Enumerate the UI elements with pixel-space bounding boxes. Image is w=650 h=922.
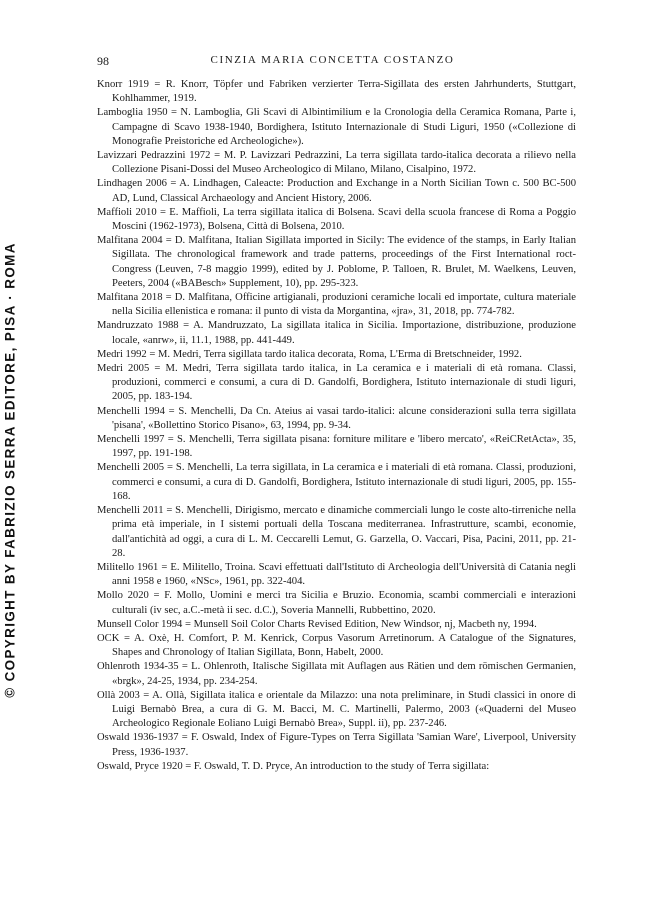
- bibliography-list: [97, 78, 576, 774]
- bibliography-entry: Lavizzari Pedrazzini 1972 = M. P. Lavizzari Pedrazzini, La terra sigillata tardo-italica decorata a rilievo nella Collezione Pisani-Dossi del Museo Archeologico di Milano, Milano, Cisalpino, 1972.: [97, 150, 576, 176]
- bibliography-entry: Militello 1961 = E. Militello, Troina. Scavi effettuati dall'Istituto di Archeologia dell'Università di Catania negli anni 1958 e 1960, «NSc», 1961, pp. 322-404.: [97, 561, 576, 588]
- bibliography-entry: Lindhagen 2006 = A. Lindhagen, Caleacte: Production and Exchange in a North Sicilian Town c. 500 BC-500 AD, Lund, Classical Archaeology and Ancient History, 2006.: [97, 178, 576, 204]
- page-number: 98: [97, 54, 109, 68]
- bibliography-entry: Ollà 2003 = A. Ollà, Sigillata italica e orientale da Milazzo: una nota preliminare, in Studi classici in onore di Luigi Bernabò Brea, a cura di G. M. Bacci, M. C. Martinelli, Palermo, 2003 («Quaderni del Museo Archeologico Regionale Eoliano Luigi Bernabò Brea», Suppl. ii), pp. 237-246.: [97, 689, 576, 730]
- bibliography-entry: Oswald 1936-1937 = F. Oswald, Index of Figure-Types on Terra Sigillata 'Samian Ware', Liverpool, University Press, 1936-1937.: [97, 732, 576, 758]
- bibliography-entry: OCK = A. Oxè, H. Comfort, P. M. Kenrick, Corpus Vasorum Arretinorum. A Catalogue of the Signatures, Shapes and Chronology of Italian Sigillata, Bonn, Habelt, 2000.: [97, 632, 576, 659]
- bibliography-entry: Mollo 2020 = F. Mollo, Uomini e merci tra Sicilia e Bruzio. Economia, scambi commerciali e interazioni culturali (iv sec, a.C.-metà ii sec. d.C.), Soveria Mannelli, Rubbettino, 2020.: [97, 590, 576, 616]
- bibliography-entry: Malfitana 2018 = D. Malfitana, Officine artigianali, produzioni ceramiche locali ed importate, cultura materiale nella Sicilia ellenistica e romana: il punto di vista da Morgantina, «jra», 31, 2018, pp. 774-782.: [97, 292, 576, 318]
- bibliography-entry: Menchelli 2011 = S. Menchelli, Dirigismo, mercato e dinamiche commerciali lungo le coste alto-tirreniche nella prima età imperiale, in I sistemi portuali della Toscana mediterranea. Infrastrutture, scambi, economie, dall'antichità ad oggi, a cura di L. M. Ceccarelli Lemut, G. Garzella, O. Vaccari, Pisa, Pacini, 2011, pp. 21-28.: [97, 505, 576, 559]
- bibliography-entry: Munsell Color 1994 = Munsell Soil Color Charts Revised Edition, New Windsor, nj, Macbeth ny, 1994.: [97, 618, 537, 630]
- bibliography-entry: Mandruzzato 1988 = A. Mandruzzato, La sigillata italica in Sicilia. Importazione, distribuzione, produzione locale, «anrw», ii, 11.1, 1988, pp. 441-449.: [97, 320, 576, 346]
- running-head: CINZIA MARIA CONCETTA COSTANZO: [210, 54, 455, 66]
- bibliography-entry: Knorr 1919 = R. Knorr, Töpfer und Fabriken verzierter Terra-Sigillata des ersten Jahrhunderts, Stuttgart, Kohlhammer, 1919.: [97, 79, 576, 105]
- copyright-text: © COPYRIGHT BY FABRIZIO SERRA EDITORE, PISA · ROMA: [2, 242, 18, 698]
- bibliography-entry: Malfitana 2004 = D. Malfitana, Italian Sigillata imported in Sicily: The evidence of the stamps, in Early Italian Sigillata. The chronological framework and trade patterns, proceedings of the First International roct-Congress (Leuven, 7-8 maggio 1999), edited by J. Poblome, P. Talloen, R. Brulet, M. Waelkens, Leuven, Peeters, 2004 («BABesch» Supplement, 10), pp. 295-323.: [97, 235, 576, 289]
- bibliography-entry: Maffioli 2010 = E. Maffioli, La terra sigillata italica di Bolsena. Scavi della scuola francese di Roma a Poggio Moscini (1962-1973), Bolsena, Città di Bolsena, 2010.: [97, 206, 576, 233]
- bibliography-entry: Oswald, Pryce 1920 = F. Oswald, T. D. Pryce, An introduction to the study of Terra sigillata:: [97, 760, 490, 772]
- bibliography-entry: Menchelli 2005 = S. Menchelli, La terra sigillata, in La ceramica e i materiali di età romana. Classi, produzioni, commerci e consumi, a cura di D. Gandolfi, Bordighera, Istituto internazionale di studi liguri, 2005, pp. 155-168.: [97, 462, 576, 502]
- copyright-notice: [0, 0, 20, 922]
- bibliography-entry: Medri 2005 = M. Medri, Terra sigillata tardo italica, in La ceramica e i materiali di età romana. Classi, produzioni, commerci e consumi, a cura di D. Gandolfi, Bordighera, Istituto internazionale di studi liguri, 2005, pp. 183-194.: [97, 363, 576, 403]
- bibliography-entry: Lamboglia 1950 = N. Lamboglia, Gli Scavi di Albintimilium e la Cronologia della Ceramica Romana, Parte i, Campagne di Scavo 1938-1940, Bordighera, Istituto Internazionale di Studi Liguri, 1950 («Collezione di Monografie Preistoriche ed Archeologiche»).: [97, 107, 576, 147]
- bibliography-entry: Ohlenroth 1934-35 = L. Ohlenroth, Italische Sigillata mit Auflagen aus Rätien und dem römischen Germanien, «brgk», 24-25, 1934, pp. 234-254.: [97, 661, 576, 687]
- bibliography-entry: Medri 1992 = M. Medri, Terra sigillata tardo italica decorata, Roma, L'Erma di Bretschneider, 1992.: [97, 348, 522, 360]
- page-header: [97, 54, 568, 70]
- bibliography-entry: Menchelli 1997 = S. Menchelli, Terra sigillata pisana: forniture militare e 'libero mercato', «ReiCRetActa», 35, 1997, pp. 191-198.: [97, 434, 576, 460]
- bibliography-entry: Menchelli 1994 = S. Menchelli, Da Cn. Ateius ai vasai tardo-italici: alcune considerazioni sulla terra sigillata 'pisana', «Bollettino Storico Pisano», 63, 1994, pp. 9-34.: [97, 405, 576, 431]
